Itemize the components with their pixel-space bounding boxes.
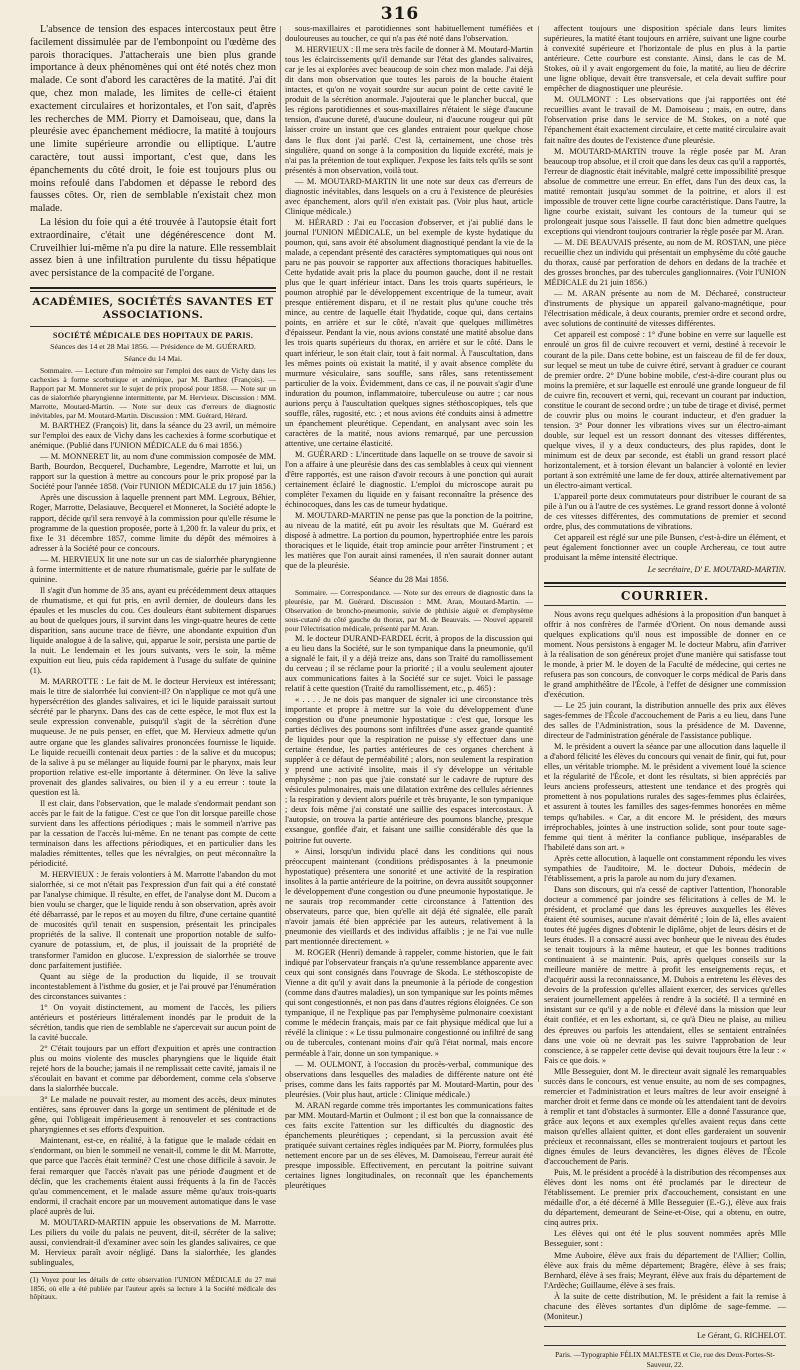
article-paragraph: — M. MONNERET lit, au nom d'une commission composée de MM. Barth, Bourdon, Becquerel, Duchambre, Legendre, Marrotte et lui, un rapport sur la question à mettre au concours pour le prix proposé par la Société pour l'année 1858. (Voir l'UNION MÉDICALE du 17 juin 1856.) [30,452,276,492]
article-paragraph: M. MOUTARD-MARTIN appuie les observations de M. Marrotte. Les piliers du voile du palais ne peuvent, dit-il, sécréter de la salive; aussi, conviendrait-il d'examiner avec soin les glandes salivaires, ce que M. Hervieux paraît avoir négligé. Dans la sialorrhée, les glandes sublinguales, [30,1217,276,1267]
section-heading: ACADÉMIES, SOCIÉTÉS SAVANTES ET ASSOCIATIONS. [32,295,274,321]
article-paragraph: Après cette allocution, à laquelle ont constamment répondu les vives sympathies de l'auditoire, M. le docteur Dubois, médecin de l'établissement, a pris la parole au nom du jury d'examen. [544,853,786,883]
footnote-rule [30,1272,90,1273]
column-middle [285,24,533,1191]
article-paragraph: Cet appareil est composé : 1° d'une bobine en verre sur laquelle est enroulé un gros fil de cuivre recouvert et verni, destiné à recevoir le courant de la pile. Dans cette bobine, est un faisceau de fil de fer doux, sur lequel se meut un tube de cuivre étiré, servant à graduer ce courant de premier ordre. 2° D'une bobine mobile, c'est-à-dire courant plus ou moins la première, et sur laquelle est enroulé une grande longueur de fil de cuivre fin, recouvert et verni, qui, recevant un courant par induction, constitue le courant de second ordre ; un tube de tirage et divisé, permet de couvrir plus ou moins le courant inducteur, et d'en graduer la tension. 3° Pour donner les vibrations vives sur un électro-aimant double, sur lequel est un ressort donnant des vitesses différentes, quelque vives, il y a deux conducteurs, des plus rapides, dont le minimum est de deux par seconde, est établi un grand ressort placé horizontalement, et à torsion élevant un balancier à volonté en levier portant à son extrémité une lame de fer doux, attirée alternativement par un électro-aimant vertical. [544,330,786,491]
article-paragraph: M. HÉRARD : J'ai eu l'occasion d'observer, et j'ai publié dans le journal l'UNION MÉDICALE, un bel exemple de kyste hydatique du poumon, qui, sans avoir été absolument diagnostiqué pendant la vie de la malade, a cependant présenté des caractères symptomatiques qui nous ont paru ne pas pouvoir se rapporter aux affections thoraciques habituelles. Cette hydatide avait pris la place du poumon gauche, dont il ne restait plus que le quart inférieur intact. Dans les trois quarts supérieurs, le poumon atrophié par le développement excentrique de la tumeur, avait presque entièrement disparu, et il ne restait plus qu'une couche très mince, au centre de laquelle était l'hydatide, coque qui, dans certains points, en arrière et sur le côté, n'avait que quelques millimètres d'épaisseur. Pendant la vie, nous avions constaté une matité absolue dans les trois quarts supérieurs du thorax, en arrière et sur le côté. Dans le quart inférieur, le son était clair, tout à fait normal. À l'auscultation, dans les mêmes points où existait la matité, il y avait absence complète du murmure vésiculaire, sans souffle, sans râles, sans retentissement particulier de la voix. Évidemment, dans ce cas, il ne pouvait s'agir d'une induration du poumon, inflammatoire, tuberculeuse ou autre ; car nous aurions perçu à l'auscultation quelques signes stéthoscopiques, tels que souffle, râles, rugosité, etc. ; et nous avions été conduits ainsi à admettre un épanchement pleurétique. Cependant, en analysant avec soin les caractères de la matité, nous avions remarqué, par une percussion attentive, une certaine élasticité. [285,217,533,448]
society-title: SOCIÉTÉ MÉDICALE DES HOPITAUX DE PARIS. [52,330,254,340]
article-paragraph: L'appareil porte deux commutateurs pour distribuer le courant de sa pile à l'un ou à l'autre de ces systèmes. Le grand ressort donne à volonté de ces vitesses différentes, des commutations de premier et second ordre, plus, des commutations de vibrations. [544,492,786,532]
article-paragraph: M. OULMONT : Les observations que j'ai rapportées ont été recueillies avant le travail de M. Damoiseau ; mais, en outre, dans l'observation prise dans le service de M. Stokes, on a noté que l'épanchement était exactement circulaire, et cette matité circulaire avait fait naître des doutes de l'existence d'une pleurésie. [544,95,786,145]
section-rule [544,582,786,587]
session-summary-2: Sommaire. — Correspondance. — Note sur des erreurs de diagnostic dans la pleurésie, par M. Guérard. Discussion : MM. Aran, Moutard-Martin. — Observation de broncho-pneumonie, suivie de phthisie aiguë et d'emphysème sous-cutané du côté gauche du thorax, par M. de Beauvais. — Nouvel appareil pour l'électrisation médicale, présenté par M. Aran. [285,587,533,633]
article-paragraph: M. le docteur DURAND-FARDEL écrit, à propos de la discussion qui a eu lieu dans la Société, sur le son tympanique dans la pneumonie, qu'il a signalé le fait, il y a déjà treize ans, dans son Traité du ramollissement du cerveau ; il se réclame pour la priorité ; il a voulu seulement ajouter aux communications faites à la Société sur ce sujet. Voici le passage relatif à cette question (Traité du ramollissement, etc., p. 465) : [285,633,533,693]
article-paragraph: Il s'agit d'un homme de 35 ans, ayant eu précédemment deux attaques de rhumatisme, et qui fut pris, en avril dernier, de douleurs dans les épaules et les muscles du cou. Ces douleurs étant subitement disparues au bout de quelques jours, il survint dans les vingt-quatre heures de cette disparition, sans aucune trace de fièvre, une abondante expuition d'un liquide analogue à de la salive, qui, apparue le soir, persista une partie de la nuit. Le lendemain et les jours suivants, vers le soir, la même expuition eut lieu, puis céda rapidement à l'usage du sulfate de quinine (1). [30,585,276,676]
session-body-continued [285,24,533,572]
article-paragraph: — M. ARAN présente au nom de M. Déchareé, constructeur d'instruments de physique un appareil galvano-magnétique, pour l'électrisation médicale, à deux courants, premier ordre et second ordre, avec solutions de continuité de vitesses différentes. [544,289,786,329]
article-paragraph: 1° On voyait distinctement, au moment de l'accès, les piliers antérieurs et postérieurs littéralement inondés par le produit de la sécrétion, tandis que rien de semblable ne s'apercevait sur aucun point de la cavité buccale. [30,1002,276,1042]
article-paragraph: À la suite de cette distribution, M. le président a fait la remise à chacune des élèves sortantes d'un diplôme de sage-femme. — (Moniteur.) [544,1291,786,1321]
article-paragraph: La lésion du foie qui a été trouvée à l'autopsie était fort extraordinaire, c'était une dégénérescence dont M. Cruveilhier lui-même n'a pu dire la nature. Elle ressemblait assez bien à une infiltration purulente du tissu hépatique avec persistance de la compacité de l'organe. [30,216,276,280]
session-body-2 [285,634,533,1192]
article-paragraph: « . . . . Je ne dois pas manquer de signaler ici une circonstance très importante et propre à mettre sur la voie du développement d'une congestion ou d'une pneumonie hypostatique : c'est que, lorsque les parties déclives des poumons sont infiltrées d'une assez grande quantité de liquides pour que la respiration ne puisse s'y effectuer dans une certaine étendue, les parties antérieures de ces organes cherchent à suppléer à ce défaut de perméabilité ; alors, non seulement la respiration y prend une activité insolite, mais il s'y développe un véritable emphysème ; non pas que j'aie constaté sur le cadavre de rupture des vésicules pulmonaires, mais une dilatation extrême des cellules aériennes ; la respiration y devient alors puérile et très bruyante, le son tympanique ; deux fois même j'ai constaté une saillie des espaces intercostaux. À l'autopsie, on trouva la partie antérieure des poumons blanche, presque exsangue, gonflée d'air, et faisant une saillie considérable dès que la poitrine fut ouverte. [285,694,533,845]
article-paragraph: Puis, M. le président a procédé à la distribution des récompenses aux élèves dont les noms ont été proclamés par le directeur de l'établissement. Le premier prix d'accouchement, consistant en une médaille d'or, a été décerné à Mlle Besseguier (E.-G.), élève aux frais du département, demeurant de Seine-et-Oise, qui a obtenu, en outre, cinq autres prix. [544,1168,786,1228]
article-paragraph: M. GUÉRARD : L'incertitude dans laquelle on se trouve de savoir si l'on a affaire à une pleurésie dans des cas semblables à ceux qui viennent d'être rapportés, est une raison d'avoir recours à une ponction qui aurait certainement éclairé le diagnostic. L'emploi du microscope aurait pu compléter l'examen du liquide en y faisant reconnaître la présence des échinocoques, dans les cas de tumeur hydatique. [285,449,533,510]
session-header: Séances des 14 et 28 Mai 1856. — Présidence de M. GUÉRARD. [50,341,256,351]
article-paragraph: M. ROGER (Henri) demande à rappeler, comme historien, que le fait indiqué par l'observateur français n'a qu'une ressemblance apparente avec ceux qui sont consignés dans l'ouvrage de Skoda. Le stéthoscopiste de Vienne a dit qu'il y avait dans la pneumonie à la période de congestion (comme dans d'autres maladies), un son tympanique sur les points mêmes qui sont congestionnés, et non pas dans d'autres régions éloignées. Ce son tympanique, il ne l'explique pas par l'emphysème pulmonaire coexistant comme le médecin français, mais par ce fait physique médical que lui a révélé la clinique : « Le tissu pulmonaire congestionné ou infiltré de sang ou de tubercules, contenant moins d'air qu'à l'état normal, mais encore perméable à l'air, donne un son tympanique. » [285,948,533,1058]
article-paragraph: Mlle Besseguier, dont M. le directeur avait signalé les remarquables succès dans le concours, est venue ensuite, au nom de ses compagnes, remercier et l'administration et leurs maîtres de leur avoir enseigné à marcher droit et ferme dans ce monde où les attendaient tant de devoirs à remplir et tant d'obstacles à surmonter. Elle a donné l'assurance que, grâce aux leçons et aux exemples qu'elles avaient reçus dans cette maison qu'elles allaient quitter, et dont elles garderaient un souvenir précieux et reconnaissant, elles se montreraient toujours et partout les dignes émules de leurs devancières, les dignes élèves de l'École d'accouchement de Paris. [544,1066,786,1167]
article-paragraph: M. MOUTARD-MARTIN ne pense pas que la ponction de la poitrine, au niveau de la matité, eût pu avoir les résultats que M. Guérard est disposé à admettre. La portion du poumon, hypertrophiée entre les parois thoraciques et le liquide, était trop amincie pour arrêter l'instrument ; et les matières que l'on aurait ainsi ramenées, il n'en saurait donner autant que de la pleurésie. [285,511,533,571]
article-paragraph: 3° Le malade ne pouvait rester, au moment des accès, deux minutes entières, sans éprouver dans la gorge un sentiment de plénitude et de gêne, qui l'obligeait impérieusement à renouveler et ses contractions pharyngiennes et ses efforts d'expuition. [30,1095,276,1135]
page-number: 316 [380,4,420,24]
courrier-body [544,610,786,1322]
article-paragraph: — Le 25 juin courant, la distribution annuelle des prix aux élèves sages-femmes de l'École d'accouchement de Paris a eu lieu, dans l'une des salles de l'Administration, sous la présidence de M. Davenne, directeur de l'administration générale de l'assistance publique. [544,701,786,741]
footer-rule [544,1326,786,1327]
article-paragraph: M. BARTHEZ (François) lit, dans la séance du 23 avril, un mémoire sur l'emploi des eaux de Vichy dans les cachexies à forme scorbutique et anémique. (Publié dans l'UNION MÉDICALE du 6 mai 1856.) [30,421,276,451]
article-paragraph: affectent toujours une disposition spéciale dans leurs limites supérieures, la matité étant toujours en arrière, suivant une ligne courbe à convexité supérieure et l'horizontale de plus en plus à la partie antérieure. Cette courbure est constante. Ainsi, dans le cas de M. Stokes, où il y avait engorgement du foie, la matité, au lieu de décrire une ligne oblique, devait être transversale, et cela devait suffire pour empêcher de diagnostiquer une pleurésie. [544,24,786,94]
article-paragraph: M. HERVIEUX : Il me sera très facile de donner à M. Moutard-Martin tous les éclaircissements qu'il demande sur l'état des glandes salivaires, car je les ai explorées avec beaucoup de soin chez mon malade. J'ai déjà dit dans mon observation que toutes les parois de la bouche étaient intactes, et qu'on ne voyait sourdre sur aucun point de cette cavité le produit de la sécrétion anormale. J'ajouterai que le plancher buccal, que les régions parotidiennes et sous-maxillaires n'étaient le siège d'aucune tension, d'aucune dureté, d'aucune douleur, ni d'aucune rougeur qui pût laisser croire un instant que ces glandes entraient pour quelque chose dans le flux dont j'ai parlé. C'est là, certainement, une chose très singulière, quand on songe à la composition du liquide excrété, mais je n'ai pas la prétention de tout expliquer. J'expose les faits tels qu'ils se sont présentés à mon observation, voilà tout. [285,45,533,175]
session-body [30,421,276,1268]
session-date: Séance du 14 Mai. [123,354,183,364]
article-paragraph: M. HERVIEUX : Je ferais volontiers à M. Marrotte l'abandon du mot sialorrhée, si ce mot n'était pas l'expression d'un fait qui a été constaté par l'analyse chimique. Il résulte, en effet, de l'analyse dont M. Ducom a bien voulu se charger, que le liquide rendu à son observation, après avoir été débarrassé, par le repos et au moyen du filtre, d'une certaine quantité de mucosités qu'il tenait en suspension, présentait les principales propriétés de la salive. Il contenait une proportion notable de sulfo-cyanure de potassium, et, de plus, il jouissait de la propriété de transformer l'amidon en glucose. L'expression de sialorrhée se trouve donc parfaitement justifiée. [30,870,276,970]
article-paragraph: Nous avons reçu quelques adhésions à la proposition d'un banquet à offrir à nos confrères de l'armée d'Orient. On nous demande aussi quelques explications qu'il nous est impossible de donner en ce moment. Nous persistons à engager M. le docteur Mabru, afin d'arriver à la réalisation de son généreux projet d'une manière qui satisfasse tout le monde, à prier M. le doyen de la Faculté de médecine, qui certes ne refusera pas son concours, de convoquer le corps médical de Paris dans le grand amphithéâtre de l'École, à l'effet de désigner une commission d'exécution. [544,609,786,699]
article-paragraph: M. le président a ouvert la séance par une allocution dans laquelle il a d'abord félicité les élèves du concours qui venait de finir, qui fut, pour elles, un véritable triomphe. M. le président a vivement loué la science et la régularité de l'École, et dont les résultats, si bien appréciés par leurs anciens professeurs, attestent une tendance et des progrès qui promettent à nos populations rurales des sages-femmes plus éclairées, et assurent à toutes les familles des sages-femmes honorées en même temps qu'habiles. « Car, a dit encore M. le président, des mœurs irréprochables, jointes à une instruction solide, sont pour toute sage-femme qui tient à mériter la confiance publique, inséparables de l'habileté dans son art. » [544,742,786,852]
article-paragraph: Après une discussion à laquelle prennent part MM. Legroux, Béhier, Roger, Marrotte, Delasiauve, Becquerel et Monneret, la Société adopte le rapport, décide qu'il sera renvoyé à la commission pour qu'elle résume le programme de la question proposée, porte à 1,200 fr. la valeur du prix, et fixe le 31 décembre 1857, comme limite du dépôt des mémoires à adresser à la Société pour ce concours. [30,493,276,553]
courrier-heading: COURRIER. [620,588,710,603]
article-paragraph: — M. OULMONT, à l'occasion du procès-verbal, communique des observations dans lesquelles des maladies de différente nature ont été prises, comme dans les faits rapportés par M. Moutard-Martin, pour des pleurésies. (Voir plus haut, article : Clinique médicale.) [285,1059,533,1099]
column-right [544,24,786,1369]
article-paragraph: Les élèves qui ont été le plus souvent nommées après Mlle Besseguier, sont : [544,1229,786,1249]
article-paragraph: — M. DE BEAUVAIS présente, au nom de M. ROSTAN, une pièce recueillie chez un individu qui présentait un emphysème du côté gauche du thorax, causé par perforation de dehors en dedans de la trachée et des grosses bronches, par des tubercules ganglionnaires. (Voir l'UNION MÉDICALE du 21 juin 1856.) [544,237,786,288]
article-paragraph: Quant au siège de la production du liquide, il se trouvait incontestablement à l'isthme du gosier, et je l'ai prouvé par l'énumération des circonstances suivantes : [30,971,276,1001]
gerant-signature: Le Gérant, G. RICHELOT. [697,1330,786,1340]
footnote: (1) Voyez pour les détails de cette observation l'UNION MÉDICALE du 27 mai 1856, où elle a été publiée par l'auteur après sa lecture à la Société médicale des hôpitaux. [30,1275,276,1302]
secretary-signature: Le secrétaire, D' E. MOUTARD-MARTIN. [647,565,786,575]
section-rule [30,287,276,292]
heading-rule [544,605,786,606]
article-paragraph: » Ainsi, lorsqu'un individu placé dans les conditions qui nous préoccupent maintenant (conditions prédisposantes à la pneumonie hypostatique) présentera une sonorité et une activité de la respiration insolites à la partie antérieure de la poitrine, on devra aussitôt soupçonner le développement d'une congestion ou d'une pneumonie hypostatique. Je ne saurais trop recommander cette circonstance à l'attention des observateurs, parce que, bien qu'elle ait déjà été signalée, elle paraît n'avoir jamais été bien appréciée par les auteurs, relativement à la pneumonie des vieillards et des individus affaiblis ; je ne l'ai vue nulle part mentionnée directement. » [285,846,533,946]
column-divider [280,26,281,1082]
article-paragraph: Cet appareil est réglé sur une pile Bunsen, c'est-à-dire un élément, et peut également fonctionner avec un couple Archereau, ce tout autre produisant la même intensité électrique. [544,533,786,563]
article-paragraph: M. ARAN regarde comme très importantes les communications faites par MM. Moutard-Martin et Oulmont ; il est bon que la connaissance de ces faits excite l'attention sur les difficultés du diagnostic des épanchements pleurétiques ; cependant, si la percussion avait été pratiquée suivant certaines règles indiquées par M. Piorry, formulées plus nettement encore par un de ses élèves, M. Damoiseau, l'erreur aurait été presque impossible. Effectivement, en percutant la poitrine suivant certaines lignes longitudinales, on reconnaît que les épanchements pleurétiques [285,1100,533,1191]
session-body-end [544,24,786,563]
article-paragraph: — M. MOUTARD-MARTIN lit une note sur deux cas d'erreurs de diagnostic inévitables, dans lesquels on a cru à l'existence de pleurésies avec épanchement, alors qu'il n'en existait pas. (Voir plus haut, article Clinique médicale.) [285,176,533,216]
article-paragraph: Mme Auboire, élève aux frais du département de l'Allier; Collin, élève aux frais du même département; Bragère, élève à ses frais; Bernhard, élève à ses frais; Meyrant, élève aux frais du département de l'Ardèche; Guillaume, élève à ses frais. [544,1250,786,1290]
heading-rule [30,326,276,327]
session-summary: Sommaire. — Lecture d'un mémoire sur l'emploi des eaux de Vichy dans les cachexies à forme scorbutique et anémique, par M. Barthez (François). — Rapport par M. Monneret sur le sujet de prix proposé pour 1858. — Note sur un cas de sialorrhée pharyngienne intermittente, par M. Hervieux. Discussion : MM. Marrotte, Moutard-Martin. — Note sur deux cas d'erreurs de diagnostic inévitables, par M. Moutard-Martin. Discussion : MM. Guérard, Hérard. [30,366,276,421]
article-paragraph: Maintenant, est-ce, en réalité, à la fatigue que le malade cédait en s'endormant, ou bien le sommeil ne venait-il, comme le dit M. Marrotte, que parce que l'accès était terminé? C'est une chose difficile à savoir. Je ferai remarquer que l'accès n'avait pas une période d'augment et de déclin, que les crachements étaient aussi fréquents à la fin de l'accès qu'au commencement, et le malade assure même qu'aux trois-quarts endormi, il crachait encore par un mouvement automatique dans le vase placé auprès de lui. [30,1136,276,1216]
article-paragraph: sous-maxillaires et parotidiennes sont habituellement tuméfiées et douloureuses au toucher, ce qui n'a pas été noté dans l'observation. [285,24,533,44]
article-paragraph: Dans son discours, qui n'a cessé de captiver l'attention, l'honorable docteur a commencé par joindre ses félicitations à celles de M. le président, et proclamé que dans les épreuves auxquelles les élèves étaient été soumises, aucune n'avait démérité ; loin de là, elles avaient toutes été jugées dignes d'obtenir le diplôme, objet de leurs désirs et de leurs études. Il a consacré aussi avec bonheur que le niveau des études se tenait toujours à la même hauteur, et que les bonnes traditions continuaient à se maintenir. Puis, après quelques conseils sur la meilleure manière de mettre à profit les enseignements reçus, et d'acquérir aussi la reconnaissance, M. Dubois a entretenu les élèves des devoirs de la profession qu'elles allaient exercer, des services qu'elles seraient journellement appelées à rendre à la société. Il a terminé en insistant sur ce qu'il y a de noble et d'élevé dans la mission que leur était confiée, et en les exhortant, si, ce qu'à Dieu ne plaise, au milieu des épreuves ou parfois les attendaient, elles se sentaient entraînées dans une voie où ne devrait pas les suivre l'approbation de leur conscience, à se rappeler cette devise qui devait toujours être la leur : « Fais ce que dois. » [544,884,786,1065]
article-paragraph: L'absence de tension des espaces intercostaux peut être facilement dissimulée par de l'embonpoint ou l'œdème des parois thoraciques. J'attacherais une bien plus grande importance à deux phénomènes qui ont été notés chez mon malade. Ce sont d'abord les caractères de la matité. J'ai dit que, chez mon malade, les limites de celle-ci étaient exactement circulaires et horizontales, et l'on sait, d'après les recherches de MM. Piorry et Damoiseau, que, dans la pleurésie avec épanchement médiocre, la matité à toujours une limite supérieure arrondie ou elliptique. L'autre caractère, tout aussi important, c'est que, dans les épanchements du côté droit, le foie est toujours plus ou moins refoulé dans l'abdomen et dépasse le rebord des fausses côtes. Or, rien de semblable n'existait chez mon malade. [30,24,276,215]
article-paragraph: Il est clair, dans l'observation, que le malade s'endormait pendant son accès par le fait de la fatigue. C'est ce que l'on dit lorsque pareille chose survient dans les affections périodiques ; mais le sommeil n'arrive pas par la cessation de l'accès lui-même. En ne tenant pas compte de cette terminaison dans les affections périodiques, et en particulier dans les maladies rémittentes, telles que les névralgies, on peut méconnaître la périodicité. [30,798,276,869]
article-paragraph: 2° C'était toujours par un effort d'expuition et après une contraction plus ou moins violente des muscles pharyngiens que le liquide était rejeté hors de la bouche; jamais il ne remplissait cette cavité, jamais il ne s'écoulait en bavant et comme par débordement, comme cela s'observe dans la sialorrhée buccale. [30,1043,276,1094]
footer-rule [544,1345,786,1346]
column-left [30,24,276,1302]
article-paragraph: — M. HERVIEUX lit une note sur un cas de sialorrhée pharyngienne à forme intermittente et de nature rhumatismale, guérie par le sulfate de quinine. [30,554,276,584]
column-divider [538,26,539,1082]
article-paragraph: M. MOUTARD-MARTIN trouve la règle posée par M. Aran beaucoup trop absolue, et il croit que dans les deux cas qu'il a rapportés, l'erreur de diagnostic était inévitable, malgré cette impossibilité presque absolue de commettre une erreur. En effet, dans l'un des deux cas, la matité remontait jusqu'au sommet de la poitrine, et alors il est impossible de trouver cette ligne courbe caractéristique. Dans l'autre, la ligne courbe existait, suivant les contours de la tumeur qui se prolongeait jusque sous l'aisselle. Il faut donc bien admettre quelques exceptions qui viendront toujours contrarier la règle posée par M. Aran. [544,146,786,236]
session-date-2: Séance du 28 Mai 1856. [369,574,449,584]
article-paragraph: M. MARROTTE : Le fait de M. le docteur Hervieux est intéressant; mais le titre de sialorrhée lui convient-il? On n'applique ce mot qu'à une hypersécrétion des glandes salivaires, et ici le liquide paraissait surtout sécrété par le pharynx. Dans des cas de cette espèce, le mot flux est la seule expression convenable, puisqu'il s'agit de la sécrétion d'une muqueuse. Je ne puis penser, en effet, que M. Hervieux admette qu'un autre organe que les glandes salivaires prononcées fournisse le liquide. Le liquide recueilli contenait deux parties : de la salive et du mucopus; de la salive à pu se mélanger au liquide fourni par le pharynx, mais leur proportion relative est-elle importante à déterminer. On lève la salive provenait des glandes salivaires, ou bien il y a eu erreur : toute la question est là. [30,677,276,797]
printer-imprint: Paris. —Typographie FÉLIX MALTESTE et Cie, rue des Deux-Portes-St-Sauveur, 22. [555,1349,775,1369]
